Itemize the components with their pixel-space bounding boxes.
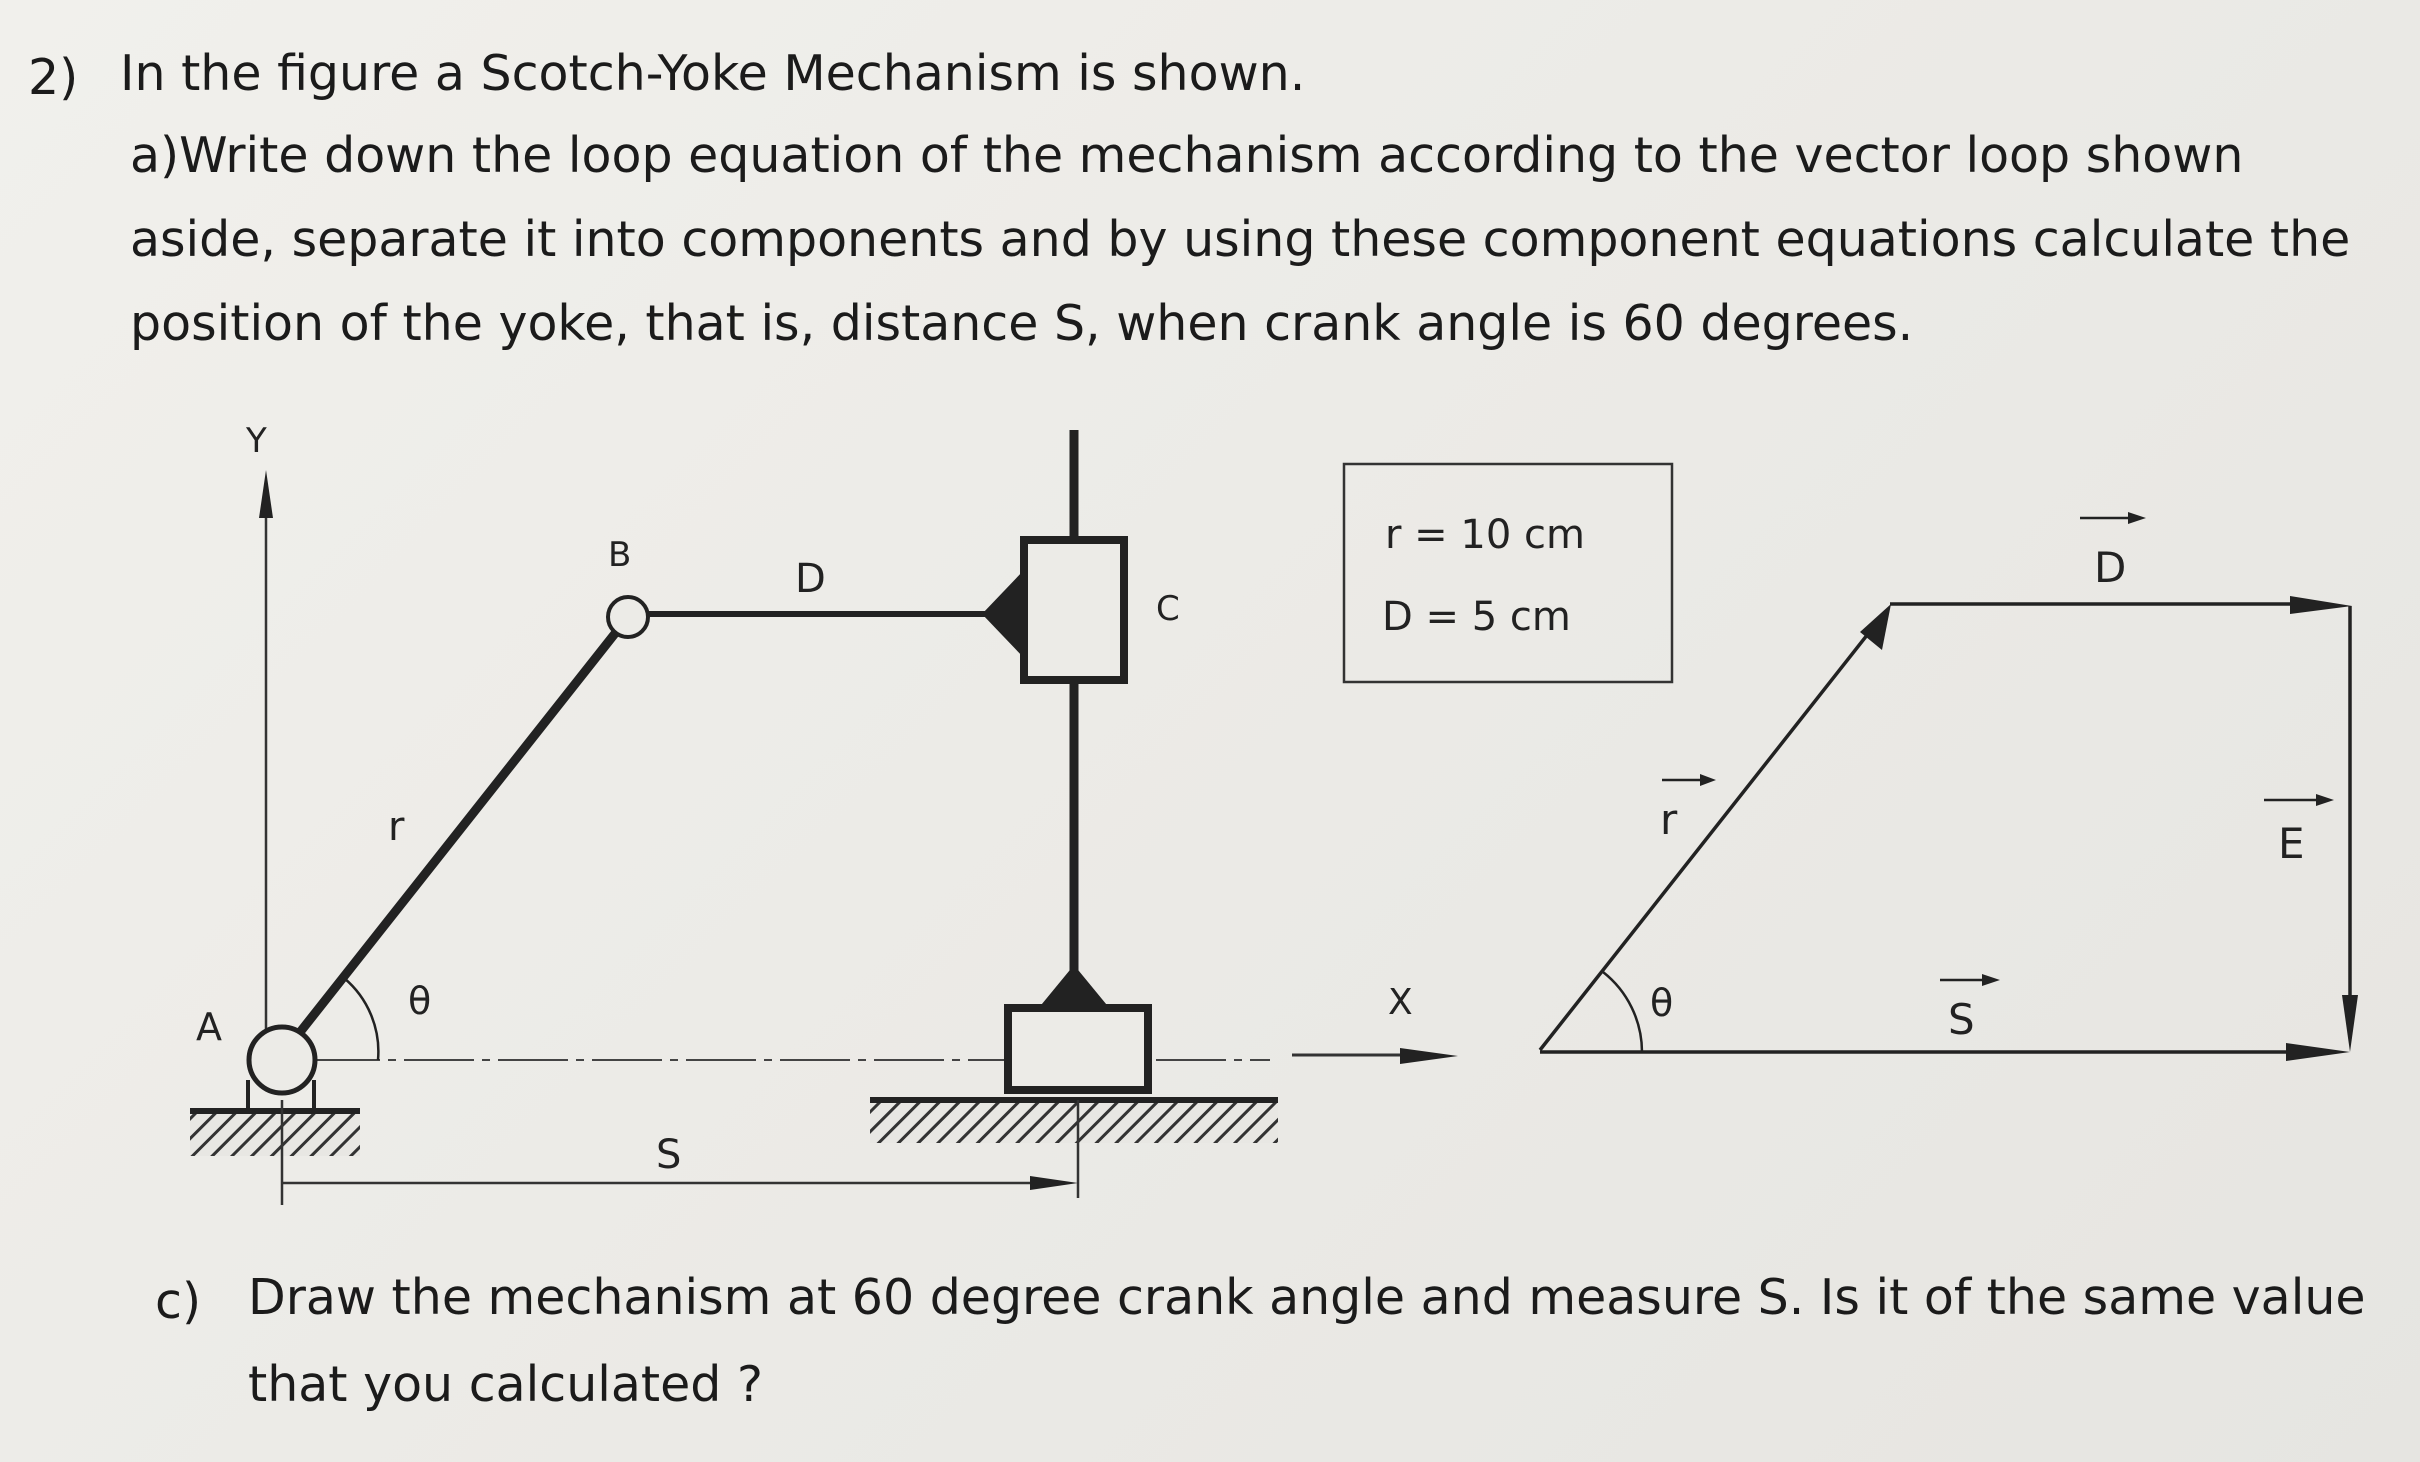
r-overbar-head [1700,774,1716,786]
r-value: r = 10 cm [1385,512,1585,558]
vector-d-arrowhead [2290,596,2352,614]
d-value: D = 5 cm [1382,594,1571,640]
vector-r-arrowhead [1860,604,1891,650]
ground-a-hatch [190,1114,360,1156]
vector-d-label: D [2094,543,2127,592]
vector-r-label: r [1660,795,1678,844]
y-axis-label: Y [246,421,267,461]
e-overbar-head [2316,794,2334,806]
s-overbar-head [1982,974,2000,986]
angle-arc-loop [1603,972,1642,1052]
x-axis-label: X [1388,982,1413,1023]
pin-b [608,597,648,637]
angle-theta-label: θ [408,979,432,1023]
part-a-line-2: aside, separate it into components and by using these component equations calculate the [130,211,2351,268]
vector-loop-diagram [1540,512,2358,1061]
link-d-label: D [795,556,826,602]
vector-e-arrowhead [2342,995,2358,1052]
lower-slider-block [1008,1008,1148,1090]
x-axis-arrowhead [1400,1048,1458,1064]
link-d-weld [982,570,1024,658]
y-axis-arrowhead [259,470,273,518]
angle-arc-a [344,978,378,1060]
crank-r-label: r [388,804,405,850]
part-c-label: c) [155,1273,202,1330]
mechanism-drawing [190,421,1458,1205]
lower-slider-weld [1037,965,1111,1010]
ground-slider-bar [870,1097,1278,1103]
vector-angle-label: θ [1650,981,1674,1025]
vector-s-arrowhead [2286,1043,2350,1061]
s-dimension-arrowhead [1030,1176,1078,1190]
vector-s-label: S [1948,995,1975,1044]
point-a-label: A [196,1005,222,1049]
part-a-line-3: position of the yoke, that is, distance S, when crank angle is 60 degrees. [130,295,1914,352]
distance-s-label: S [656,1132,682,1178]
part-a-line-1: a)Write down the loop equation of the mechanism according to the vector loop shown [130,127,2244,184]
question-title: In the figure a Scotch-Yoke Mechanism is shown. [120,45,1306,102]
point-b-label: B [608,535,632,575]
given-values-box [1344,464,1672,682]
d-overbar-head [2128,512,2146,524]
vector-r-line [1540,625,1875,1050]
ground-slider-hatch [870,1103,1278,1143]
part-c-line-2: that you calculated ? [248,1356,763,1413]
given-values-frame [1344,464,1672,682]
yoke-slider-block [1024,540,1124,680]
point-c-label: C [1156,589,1180,629]
vector-e-label: E [2278,819,2305,868]
part-c-line-1: Draw the mechanism at 60 degree crank angle and measure S. Is it of the same value [248,1269,2366,1326]
ground-a-bar [190,1108,360,1114]
question-number: 2) [28,49,79,106]
pivot-a [249,1027,315,1093]
crank-link [282,617,628,1055]
